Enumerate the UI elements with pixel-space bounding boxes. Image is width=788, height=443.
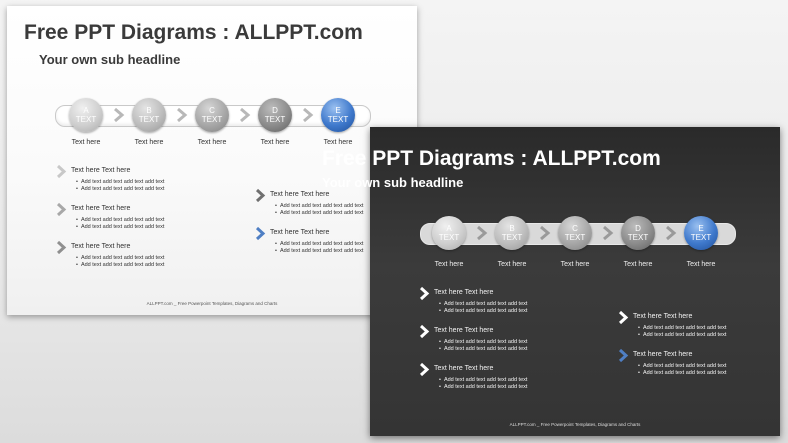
group-item: • Add text add text add text add text: [76, 186, 164, 192]
slide-footer: ALLPPT.com _ Free Powerpoint Templates, Diagrams and Charts: [146, 301, 278, 306]
step-text: TEXT: [75, 115, 97, 124]
group-item: • Add text add text add text add text: [439, 301, 527, 307]
slide-title: Free PPT Diagrams : ALLPPT.com: [24, 21, 363, 44]
step-text: TEXT: [327, 115, 349, 124]
slide-footer: ALLPPT.com _ Free Powerpoint Templates, Diagrams and Charts: [509, 422, 641, 427]
step-text: TEXT: [201, 115, 223, 124]
group-heading: Text here Text here: [71, 243, 131, 250]
group-item: • Add text add text add text add text: [275, 203, 363, 209]
group-heading: Text here Text here: [633, 351, 693, 358]
step-label: Text here: [71, 139, 101, 146]
chevron-right-icon: [419, 287, 429, 300]
step-label: Text here: [686, 261, 716, 268]
group-heading: Text here Text here: [633, 313, 693, 320]
group-heading: Text here Text here: [270, 229, 330, 236]
chevron-right-icon: [476, 226, 488, 240]
step-text: TEXT: [501, 233, 523, 242]
group-item: • Add text add text add text add text: [76, 224, 164, 230]
chevron-right-icon: [239, 108, 251, 122]
group-item: • Add text add text add text add text: [638, 325, 726, 331]
group-item: • Add text add text add text add text: [439, 384, 527, 390]
group-item: • Add text add text add text add text: [76, 179, 164, 185]
step-label: Text here: [134, 139, 164, 146]
group-item: • Add text add text add text add text: [638, 332, 726, 338]
chevron-right-icon: [602, 226, 614, 240]
chevron-right-icon: [255, 189, 265, 202]
step-text: TEXT: [690, 233, 712, 242]
step-d-circle: [258, 98, 292, 132]
chevron-right-icon: [56, 241, 66, 254]
step-label: Text here: [623, 261, 653, 268]
step-c-circle: [195, 98, 229, 132]
chevron-right-icon: [255, 227, 265, 240]
group-item: • Add text add text add text add text: [76, 255, 164, 261]
step-text: TEXT: [264, 115, 286, 124]
group-heading: Text here Text here: [434, 365, 494, 372]
group-item: • Add text add text add text add text: [638, 363, 726, 369]
slide-subtitle: Your own sub headline: [39, 52, 181, 67]
step-d-circle: [621, 216, 655, 250]
step-letter: D: [635, 224, 641, 233]
chevron-right-icon: [302, 108, 314, 122]
group-item: • Add text add text add text add text: [275, 210, 363, 216]
group-heading: Text here Text here: [434, 327, 494, 334]
step-letter: B: [146, 106, 152, 115]
step-text: TEXT: [564, 233, 586, 242]
chevron-right-icon: [176, 108, 188, 122]
step-text: TEXT: [438, 233, 460, 242]
step-text: TEXT: [627, 233, 649, 242]
step-label: Text here: [560, 261, 590, 268]
step-letter: A: [83, 106, 89, 115]
chevron-right-icon: [419, 363, 429, 376]
step-letter: E: [698, 224, 704, 233]
step-letter: B: [509, 224, 515, 233]
chevron-right-icon: [618, 311, 628, 324]
step-b-circle: [132, 98, 166, 132]
chevron-right-icon: [56, 203, 66, 216]
group-item: • Add text add text add text add text: [439, 346, 527, 352]
group-heading: Text here Text here: [270, 191, 330, 198]
step-b-circle: [495, 216, 529, 250]
step-letter: C: [572, 224, 578, 233]
step-label: Text here: [434, 261, 464, 268]
chevron-right-icon: [56, 165, 66, 178]
group-item: • Add text add text add text add text: [275, 248, 363, 254]
step-a-circle: [69, 98, 103, 132]
slide-subtitle: Your own sub headline: [322, 175, 464, 190]
step-e-circle: [321, 98, 355, 132]
group-item: • Add text add text add text add text: [439, 377, 527, 383]
group-heading: Text here Text here: [434, 289, 494, 296]
chevron-right-icon: [419, 325, 429, 338]
slide-title: Free PPT Diagrams : ALLPPT.com: [322, 147, 661, 170]
step-letter: C: [209, 106, 215, 115]
group-heading: Text here Text here: [71, 205, 131, 212]
group-item: • Add text add text add text add text: [76, 217, 164, 223]
step-label: Text here: [323, 139, 353, 146]
chevron-right-icon: [665, 226, 677, 240]
chevron-right-icon: [539, 226, 551, 240]
step-letter: D: [272, 106, 278, 115]
group-item: • Add text add text add text add text: [275, 241, 363, 247]
group-item: • Add text add text add text add text: [76, 262, 164, 268]
step-letter: A: [446, 224, 452, 233]
step-text: TEXT: [138, 115, 160, 124]
group-heading: Text here Text here: [71, 167, 131, 174]
chevron-right-icon: [618, 349, 628, 362]
step-label: Text here: [497, 261, 527, 268]
slide-dark: [322, 127, 780, 436]
step-letter: E: [335, 106, 341, 115]
chevron-right-icon: [113, 108, 125, 122]
step-label: Text here: [260, 139, 290, 146]
group-item: • Add text add text add text add text: [638, 370, 726, 376]
group-item: • Add text add text add text add text: [439, 339, 527, 345]
step-e-circle: [684, 216, 718, 250]
step-a-circle: [432, 216, 466, 250]
step-label: Text here: [197, 139, 227, 146]
group-item: • Add text add text add text add text: [439, 308, 527, 314]
step-c-circle: [558, 216, 592, 250]
